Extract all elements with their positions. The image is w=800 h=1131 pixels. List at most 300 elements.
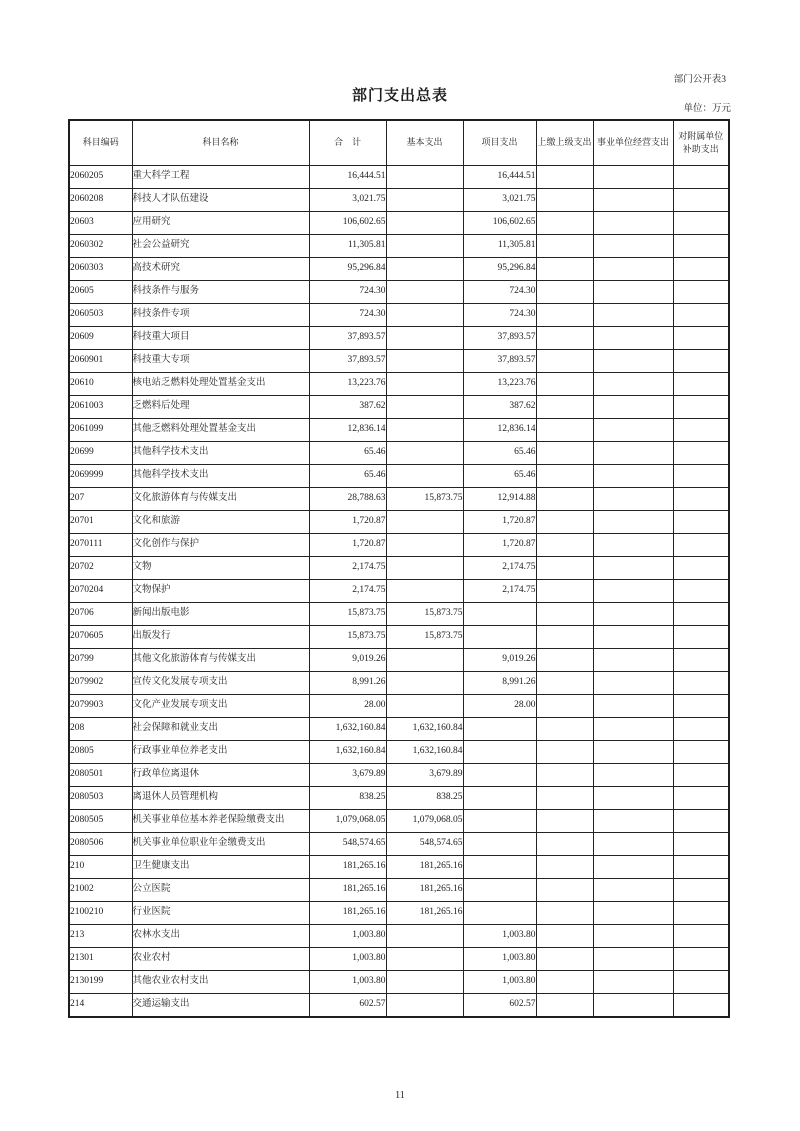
operating-expenditure-cell xyxy=(593,902,673,925)
subject-code-cell: 2070111 xyxy=(69,534,132,557)
project-expenditure-cell: 1,003.80 xyxy=(463,948,536,971)
subject-code-cell: 2060208 xyxy=(69,189,132,212)
table-row xyxy=(69,189,729,212)
total-amount-cell: 181,265.16 xyxy=(309,902,386,925)
operating-expenditure-cell xyxy=(593,189,673,212)
basic-expenditure-cell: 1,079,068.05 xyxy=(386,810,463,833)
table-row xyxy=(69,304,729,327)
project-expenditure-cell xyxy=(463,741,536,764)
table-row xyxy=(69,718,729,741)
project-expenditure-cell: 37,893.57 xyxy=(463,350,536,373)
table-row xyxy=(69,626,729,649)
table-row xyxy=(69,649,729,672)
subject-code-cell: 20805 xyxy=(69,741,132,764)
subject-name-cell: 机关事业单位职业年金缴费支出 xyxy=(132,833,309,856)
upper-level-payment-cell xyxy=(536,465,593,488)
total-amount-cell: 724.30 xyxy=(309,281,386,304)
operating-expenditure-cell xyxy=(593,281,673,304)
subject-code-cell: 2060302 xyxy=(69,235,132,258)
basic-expenditure-cell xyxy=(386,511,463,534)
affiliate-subsidy-cell xyxy=(673,258,729,281)
upper-level-payment-cell xyxy=(536,994,593,1018)
table-row xyxy=(69,833,729,856)
upper-level-payment-cell xyxy=(536,695,593,718)
operating-expenditure-cell xyxy=(593,557,673,580)
upper-level-payment-cell xyxy=(536,189,593,212)
table-row xyxy=(69,764,729,787)
project-expenditure-cell: 95,296.84 xyxy=(463,258,536,281)
operating-expenditure-cell xyxy=(593,258,673,281)
total-amount-cell: 11,305.81 xyxy=(309,235,386,258)
project-expenditure-cell: 724.30 xyxy=(463,281,536,304)
project-expenditure-cell xyxy=(463,718,536,741)
table-row xyxy=(69,603,729,626)
subject-name-cell: 乏燃料后处理 xyxy=(132,396,309,419)
project-expenditure-cell: 8,991.26 xyxy=(463,672,536,695)
upper-level-payment-cell xyxy=(536,350,593,373)
table-row xyxy=(69,235,729,258)
upper-level-payment-cell xyxy=(536,649,593,672)
total-amount-cell: 3,679.89 xyxy=(309,764,386,787)
table-row xyxy=(69,695,729,718)
table-row xyxy=(69,902,729,925)
upper-level-payment-cell xyxy=(536,235,593,258)
upper-level-payment-cell xyxy=(536,879,593,902)
page-title: 部门支出总表 xyxy=(351,87,448,104)
upper-level-payment-cell xyxy=(536,971,593,994)
operating-expenditure-cell xyxy=(593,373,673,396)
table-header xyxy=(69,120,729,166)
basic-expenditure-cell xyxy=(386,925,463,948)
col-header-basic: 基本支出 xyxy=(386,120,463,166)
subject-name-cell: 离退休人员管理机构 xyxy=(132,787,309,810)
subject-code-cell: 2060205 xyxy=(69,166,132,189)
affiliate-subsidy-cell xyxy=(673,672,729,695)
affiliate-subsidy-cell xyxy=(673,442,729,465)
total-amount-cell: 3,021.75 xyxy=(309,189,386,212)
subject-name-cell: 高技术研究 xyxy=(132,258,309,281)
subject-code-cell: 2130199 xyxy=(69,971,132,994)
basic-expenditure-cell xyxy=(386,212,463,235)
affiliate-subsidy-cell xyxy=(673,948,729,971)
table-row xyxy=(69,350,729,373)
total-amount-cell: 1,720.87 xyxy=(309,534,386,557)
total-amount-cell: 181,265.16 xyxy=(309,879,386,902)
subject-code-cell: 2080505 xyxy=(69,810,132,833)
operating-expenditure-cell xyxy=(593,580,673,603)
operating-expenditure-cell xyxy=(593,856,673,879)
basic-expenditure-cell xyxy=(386,580,463,603)
project-expenditure-cell xyxy=(463,787,536,810)
basic-expenditure-cell xyxy=(386,994,463,1018)
project-expenditure-cell: 1,720.87 xyxy=(463,511,536,534)
operating-expenditure-cell xyxy=(593,787,673,810)
upper-level-payment-cell xyxy=(536,902,593,925)
subject-code-cell: 20701 xyxy=(69,511,132,534)
header-row xyxy=(69,120,729,166)
project-expenditure-cell xyxy=(463,856,536,879)
subject-name-cell: 农林水支出 xyxy=(132,925,309,948)
subject-name-cell: 行政事业单位养老支出 xyxy=(132,741,309,764)
upper-level-payment-cell xyxy=(536,603,593,626)
basic-expenditure-cell xyxy=(386,189,463,212)
operating-expenditure-cell xyxy=(593,695,673,718)
subject-code-cell: 2080501 xyxy=(69,764,132,787)
table-row xyxy=(69,281,729,304)
affiliate-subsidy-cell xyxy=(673,879,729,902)
operating-expenditure-cell xyxy=(593,672,673,695)
affiliate-subsidy-cell xyxy=(673,626,729,649)
upper-level-payment-cell xyxy=(536,856,593,879)
operating-expenditure-cell xyxy=(593,327,673,350)
upper-level-payment-cell xyxy=(536,442,593,465)
expenditure-summary-table xyxy=(68,119,730,1018)
subject-code-cell: 2070204 xyxy=(69,580,132,603)
affiliate-subsidy-cell xyxy=(673,189,729,212)
table-row xyxy=(69,856,729,879)
upper-level-payment-cell xyxy=(536,810,593,833)
upper-level-payment-cell xyxy=(536,833,593,856)
subject-code-cell: 2061099 xyxy=(69,419,132,442)
total-amount-cell: 16,444.51 xyxy=(309,166,386,189)
total-amount-cell: 387.62 xyxy=(309,396,386,419)
col-header-operating: 事业单位经营支出 xyxy=(593,120,673,166)
table-row xyxy=(69,948,729,971)
operating-expenditure-cell xyxy=(593,649,673,672)
upper-level-payment-cell xyxy=(536,419,593,442)
subject-code-cell: 2061003 xyxy=(69,396,132,419)
project-expenditure-cell: 65.46 xyxy=(463,465,536,488)
operating-expenditure-cell xyxy=(593,511,673,534)
affiliate-subsidy-cell xyxy=(673,235,729,258)
upper-level-payment-cell xyxy=(536,764,593,787)
subject-name-cell: 公立医院 xyxy=(132,879,309,902)
basic-expenditure-cell xyxy=(386,534,463,557)
affiliate-subsidy-cell xyxy=(673,488,729,511)
table-row xyxy=(69,166,729,189)
subject-name-cell: 其他科学技术支出 xyxy=(132,442,309,465)
basic-expenditure-cell: 181,265.16 xyxy=(386,879,463,902)
subject-name-cell: 核电站乏燃料处理处置基金支出 xyxy=(132,373,309,396)
subject-code-cell: 210 xyxy=(69,856,132,879)
subject-name-cell: 卫生健康支出 xyxy=(132,856,309,879)
project-expenditure-cell: 3,021.75 xyxy=(463,189,536,212)
operating-expenditure-cell xyxy=(593,442,673,465)
basic-expenditure-cell xyxy=(386,258,463,281)
col-header-upper-level: 上缴上级支出 xyxy=(536,120,593,166)
basic-expenditure-cell xyxy=(386,327,463,350)
total-amount-cell: 12,836.14 xyxy=(309,419,386,442)
operating-expenditure-cell xyxy=(593,465,673,488)
project-expenditure-cell: 65.46 xyxy=(463,442,536,465)
table-row xyxy=(69,465,729,488)
operating-expenditure-cell xyxy=(593,718,673,741)
basic-expenditure-cell: 1,632,160.84 xyxy=(386,741,463,764)
upper-level-payment-cell xyxy=(536,373,593,396)
project-expenditure-cell: 2,174.75 xyxy=(463,580,536,603)
operating-expenditure-cell xyxy=(593,948,673,971)
total-amount-cell: 65.46 xyxy=(309,442,386,465)
subject-name-cell: 重大科学工程 xyxy=(132,166,309,189)
project-expenditure-cell: 28.00 xyxy=(463,695,536,718)
affiliate-subsidy-cell xyxy=(673,925,729,948)
subject-name-cell: 文化产业发展专项支出 xyxy=(132,695,309,718)
project-expenditure-cell: 106,602.65 xyxy=(463,212,536,235)
subject-code-cell: 2079903 xyxy=(69,695,132,718)
project-expenditure-cell: 12,914.88 xyxy=(463,488,536,511)
upper-level-payment-cell xyxy=(536,258,593,281)
total-amount-cell: 2,174.75 xyxy=(309,557,386,580)
subject-code-cell: 20610 xyxy=(69,373,132,396)
project-expenditure-cell: 13,223.76 xyxy=(463,373,536,396)
subject-code-cell: 208 xyxy=(69,718,132,741)
total-amount-cell: 106,602.65 xyxy=(309,212,386,235)
table-row xyxy=(69,971,729,994)
subject-code-cell: 20609 xyxy=(69,327,132,350)
subject-code-cell: 20706 xyxy=(69,603,132,626)
table-row xyxy=(69,879,729,902)
affiliate-subsidy-cell xyxy=(673,396,729,419)
affiliate-subsidy-cell xyxy=(673,419,729,442)
project-expenditure-cell: 1,720.87 xyxy=(463,534,536,557)
subject-name-cell: 交通运输支出 xyxy=(132,994,309,1018)
project-expenditure-cell xyxy=(463,603,536,626)
total-amount-cell: 1,079,068.05 xyxy=(309,810,386,833)
subject-name-cell: 机关事业单位基本养老保险缴费支出 xyxy=(132,810,309,833)
subject-name-cell: 文化和旅游 xyxy=(132,511,309,534)
operating-expenditure-cell xyxy=(593,235,673,258)
upper-level-payment-cell xyxy=(536,396,593,419)
basic-expenditure-cell: 15,873.75 xyxy=(386,603,463,626)
affiliate-subsidy-cell xyxy=(673,810,729,833)
subject-name-cell: 文物保护 xyxy=(132,580,309,603)
basic-expenditure-cell: 548,574.65 xyxy=(386,833,463,856)
project-expenditure-cell: 37,893.57 xyxy=(463,327,536,350)
subject-name-cell: 宣传文化发展专项支出 xyxy=(132,672,309,695)
subject-code-cell: 2080506 xyxy=(69,833,132,856)
subject-name-cell: 其他科学技术支出 xyxy=(132,465,309,488)
table-row xyxy=(69,787,729,810)
affiliate-subsidy-cell xyxy=(673,649,729,672)
basic-expenditure-cell xyxy=(386,672,463,695)
project-expenditure-cell xyxy=(463,879,536,902)
upper-level-payment-cell xyxy=(536,626,593,649)
basic-expenditure-cell xyxy=(386,695,463,718)
affiliate-subsidy-cell xyxy=(673,511,729,534)
project-expenditure-cell: 2,174.75 xyxy=(463,557,536,580)
project-expenditure-cell: 1,003.80 xyxy=(463,925,536,948)
total-amount-cell: 8,991.26 xyxy=(309,672,386,695)
affiliate-subsidy-cell xyxy=(673,856,729,879)
upper-level-payment-cell xyxy=(536,166,593,189)
operating-expenditure-cell xyxy=(593,212,673,235)
basic-expenditure-cell xyxy=(386,465,463,488)
subject-name-cell: 文化创作与保护 xyxy=(132,534,309,557)
basic-expenditure-cell xyxy=(386,649,463,672)
operating-expenditure-cell xyxy=(593,488,673,511)
affiliate-subsidy-cell xyxy=(673,764,729,787)
basic-expenditure-cell xyxy=(386,971,463,994)
total-amount-cell: 1,720.87 xyxy=(309,511,386,534)
subject-code-cell: 2069999 xyxy=(69,465,132,488)
table-row xyxy=(69,534,729,557)
subject-name-cell: 农业农村 xyxy=(132,948,309,971)
subject-name-cell: 应用研究 xyxy=(132,212,309,235)
affiliate-subsidy-cell xyxy=(673,580,729,603)
subject-code-cell: 2070605 xyxy=(69,626,132,649)
operating-expenditure-cell xyxy=(593,350,673,373)
operating-expenditure-cell xyxy=(593,810,673,833)
affiliate-subsidy-cell xyxy=(673,465,729,488)
basic-expenditure-cell xyxy=(386,281,463,304)
table-row xyxy=(69,327,729,350)
upper-level-payment-cell xyxy=(536,718,593,741)
subject-name-cell: 科技条件与服务 xyxy=(132,281,309,304)
basic-expenditure-cell xyxy=(386,419,463,442)
operating-expenditure-cell xyxy=(593,741,673,764)
upper-level-payment-cell xyxy=(536,534,593,557)
affiliate-subsidy-cell xyxy=(673,833,729,856)
upper-level-payment-cell xyxy=(536,787,593,810)
subject-code-cell: 20702 xyxy=(69,557,132,580)
total-amount-cell: 181,265.16 xyxy=(309,856,386,879)
subject-name-cell: 文物 xyxy=(132,557,309,580)
subject-name-cell: 社会公益研究 xyxy=(132,235,309,258)
affiliate-subsidy-cell xyxy=(673,304,729,327)
subject-code-cell: 20605 xyxy=(69,281,132,304)
table-row xyxy=(69,741,729,764)
operating-expenditure-cell xyxy=(593,603,673,626)
subject-code-cell: 2060303 xyxy=(69,258,132,281)
total-amount-cell: 37,893.57 xyxy=(309,327,386,350)
total-amount-cell: 9,019.26 xyxy=(309,649,386,672)
subject-code-cell: 207 xyxy=(69,488,132,511)
project-expenditure-cell xyxy=(463,764,536,787)
total-amount-cell: 1,632,160.84 xyxy=(309,741,386,764)
col-header-subject-code: 科目编码 xyxy=(69,120,132,166)
unit-note: 单位：万元 xyxy=(683,104,731,114)
basic-expenditure-cell xyxy=(386,948,463,971)
col-header-total: 合 计 xyxy=(309,120,386,166)
subject-code-cell: 21002 xyxy=(69,879,132,902)
operating-expenditure-cell xyxy=(593,166,673,189)
basic-expenditure-cell xyxy=(386,235,463,258)
affiliate-subsidy-cell xyxy=(673,718,729,741)
subject-name-cell: 其他乏燃料处理处置基金支出 xyxy=(132,419,309,442)
table-row xyxy=(69,212,729,235)
table-row xyxy=(69,396,729,419)
basic-expenditure-cell: 15,873.75 xyxy=(386,626,463,649)
table-row xyxy=(69,419,729,442)
basic-expenditure-cell xyxy=(386,557,463,580)
table-body xyxy=(69,166,729,1018)
upper-level-payment-cell xyxy=(536,511,593,534)
basic-expenditure-cell: 838.25 xyxy=(386,787,463,810)
total-amount-cell: 1,632,160.84 xyxy=(309,718,386,741)
basic-expenditure-cell: 1,632,160.84 xyxy=(386,718,463,741)
table-row xyxy=(69,557,729,580)
affiliate-subsidy-cell xyxy=(673,373,729,396)
subject-code-cell: 2100210 xyxy=(69,902,132,925)
subject-code-cell: 20799 xyxy=(69,649,132,672)
affiliate-subsidy-cell xyxy=(673,557,729,580)
basic-expenditure-cell: 181,265.16 xyxy=(386,856,463,879)
total-amount-cell: 15,873.75 xyxy=(309,626,386,649)
subject-name-cell: 科技重大项目 xyxy=(132,327,309,350)
basic-expenditure-cell xyxy=(386,396,463,419)
affiliate-subsidy-cell xyxy=(673,603,729,626)
table-row xyxy=(69,810,729,833)
table-row xyxy=(69,925,729,948)
project-expenditure-cell: 16,444.51 xyxy=(463,166,536,189)
project-expenditure-cell xyxy=(463,810,536,833)
total-amount-cell: 602.57 xyxy=(309,994,386,1018)
col-header-subsidy: 对附属单位补助支出 xyxy=(673,120,729,166)
affiliate-subsidy-cell xyxy=(673,350,729,373)
table-row xyxy=(69,672,729,695)
project-expenditure-cell: 724.30 xyxy=(463,304,536,327)
corner-table-label: 部门公开表3 xyxy=(673,75,726,85)
total-amount-cell: 65.46 xyxy=(309,465,386,488)
operating-expenditure-cell xyxy=(593,304,673,327)
affiliate-subsidy-cell xyxy=(673,212,729,235)
operating-expenditure-cell xyxy=(593,833,673,856)
subject-code-cell: 214 xyxy=(69,994,132,1018)
project-expenditure-cell: 11,305.81 xyxy=(463,235,536,258)
basic-expenditure-cell xyxy=(386,373,463,396)
basic-expenditure-cell xyxy=(386,166,463,189)
operating-expenditure-cell xyxy=(593,971,673,994)
table-row xyxy=(69,994,729,1018)
affiliate-subsidy-cell xyxy=(673,787,729,810)
total-amount-cell: 13,223.76 xyxy=(309,373,386,396)
upper-level-payment-cell xyxy=(536,925,593,948)
project-expenditure-cell: 1,003.80 xyxy=(463,971,536,994)
total-amount-cell: 1,003.80 xyxy=(309,971,386,994)
affiliate-subsidy-cell xyxy=(673,166,729,189)
basic-expenditure-cell xyxy=(386,350,463,373)
subject-name-cell: 科技重大专项 xyxy=(132,350,309,373)
operating-expenditure-cell xyxy=(593,396,673,419)
upper-level-payment-cell xyxy=(536,281,593,304)
subject-name-cell: 其他文化旅游体育与传媒支出 xyxy=(132,649,309,672)
operating-expenditure-cell xyxy=(593,626,673,649)
subject-code-cell: 20603 xyxy=(69,212,132,235)
basic-expenditure-cell: 3,679.89 xyxy=(386,764,463,787)
operating-expenditure-cell xyxy=(593,534,673,557)
subject-code-cell: 2080503 xyxy=(69,787,132,810)
subject-code-cell: 2060503 xyxy=(69,304,132,327)
total-amount-cell: 28.00 xyxy=(309,695,386,718)
project-expenditure-cell xyxy=(463,833,536,856)
project-expenditure-cell: 387.62 xyxy=(463,396,536,419)
affiliate-subsidy-cell xyxy=(673,281,729,304)
basic-expenditure-cell: 15,873.75 xyxy=(386,488,463,511)
subject-name-cell: 文化旅游体育与传媒支出 xyxy=(132,488,309,511)
total-amount-cell: 37,893.57 xyxy=(309,350,386,373)
upper-level-payment-cell xyxy=(536,212,593,235)
operating-expenditure-cell xyxy=(593,994,673,1018)
total-amount-cell: 95,296.84 xyxy=(309,258,386,281)
subject-code-cell: 2079902 xyxy=(69,672,132,695)
subject-name-cell: 科技人才队伍建设 xyxy=(132,189,309,212)
subject-code-cell: 21301 xyxy=(69,948,132,971)
subject-code-cell: 20699 xyxy=(69,442,132,465)
table-row xyxy=(69,511,729,534)
project-expenditure-cell: 602.57 xyxy=(463,994,536,1018)
operating-expenditure-cell xyxy=(593,925,673,948)
upper-level-payment-cell xyxy=(536,741,593,764)
